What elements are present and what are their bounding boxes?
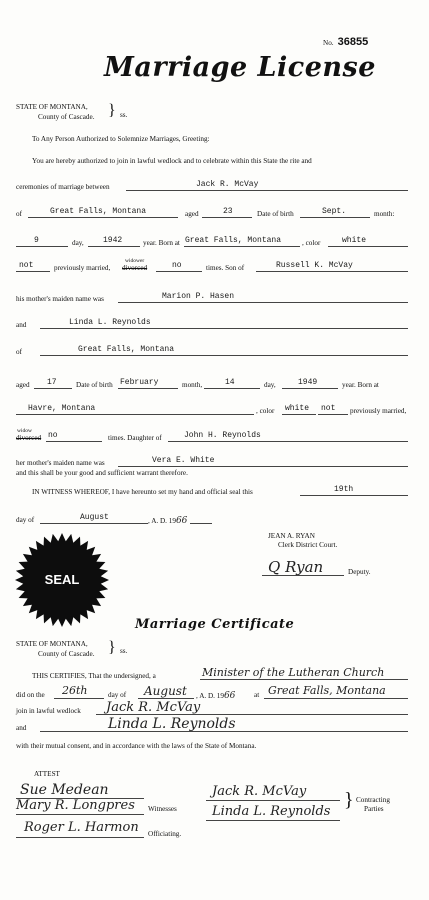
cert-bride: Linda L. Reynolds xyxy=(108,716,236,732)
deputy-signature: Q Ryan xyxy=(268,558,324,576)
license-state: STATE OF MONTANA, xyxy=(16,103,88,111)
bride-residence-line xyxy=(40,355,408,356)
cert-day-line xyxy=(54,698,104,699)
bride-residence: Great Falls, Montana xyxy=(78,345,175,354)
bride-age-line xyxy=(34,388,72,389)
of-label: of xyxy=(16,210,22,218)
bride-birth-day-line xyxy=(204,388,260,389)
color-label: , color xyxy=(302,239,321,247)
groom-residence-line xyxy=(28,217,178,218)
officiant-title-line xyxy=(200,679,408,680)
clerk-name: JEAN A. RYAN xyxy=(268,532,315,540)
witness2-line xyxy=(16,814,144,815)
did-on-label: did on the xyxy=(16,691,45,699)
year-born-label: year. Born at xyxy=(143,239,180,247)
officiant-title: Minister of the Lutheran Church xyxy=(202,666,385,679)
groom-color-line xyxy=(328,246,408,247)
groom-age: 23 xyxy=(223,207,233,216)
groom-color: white xyxy=(342,236,367,245)
cert-certifies: THIS CERTIFIES, That the undersigned, a xyxy=(32,672,156,680)
deputy-line xyxy=(262,575,344,576)
widower-label: widower xyxy=(125,258,145,264)
groom-birth-year-line xyxy=(88,246,140,247)
bride-mother: Vera E. White xyxy=(152,456,215,465)
witness2-signature: Mary R. Longpres xyxy=(16,798,135,813)
and-label: and xyxy=(16,321,27,329)
seal-month: August xyxy=(80,513,109,522)
groom-father-line xyxy=(256,271,408,272)
bride-father-line xyxy=(168,441,408,442)
license-greeting: To Any Person Authorized to Solemnize Marriages, Greeting: xyxy=(32,135,210,143)
bride-month-label: month, xyxy=(182,381,203,389)
cert-state: STATE OF MONTANA, xyxy=(16,640,88,648)
seal-year-line xyxy=(190,523,212,524)
license-ss: ss. xyxy=(120,111,128,119)
officiating-label: Officiating. xyxy=(148,830,182,838)
bride-age: 17 xyxy=(47,378,57,387)
bride-name-line xyxy=(40,328,408,329)
bride-birth-year: 1949 xyxy=(298,378,318,387)
cert-and-label: and xyxy=(16,724,27,732)
cert-ad-prefix: , A. D. 19 xyxy=(196,692,224,700)
warrant-text: and this shall be your good and sufficient warrant therefore. xyxy=(16,469,188,477)
seal-day-line xyxy=(300,495,408,496)
join-label: join in lawful wedlock xyxy=(16,707,81,715)
seal-month-line xyxy=(40,523,148,524)
seal-day: 19th xyxy=(334,485,354,494)
groom-birthplace-line xyxy=(184,246,300,247)
groom-birth-month-line xyxy=(300,217,370,218)
clerk-title: Clerk District Court. xyxy=(278,541,338,549)
groom-birth-day-line xyxy=(16,246,68,247)
bride-birth-day: 14 xyxy=(225,378,235,387)
bride-birth-month: February xyxy=(120,378,159,387)
groom-father: Russell K. McVay xyxy=(276,261,353,270)
seal-icon xyxy=(14,532,110,628)
parties-label: Parties xyxy=(364,805,384,813)
ceremonies-label: ceremonies of marriage between xyxy=(16,183,110,191)
bride-name: Linda L. Reynolds xyxy=(69,318,151,327)
cert-ss: ss. xyxy=(120,647,128,655)
groom-name-line xyxy=(126,190,408,191)
groom-mother-line xyxy=(118,302,408,303)
cert-place-line xyxy=(264,698,408,699)
ad-label xyxy=(148,516,187,526)
license-line1: You are hereby authorized to join in lawful wedlock and to celebrate within this State the rite and xyxy=(32,157,312,165)
bride-widow: no xyxy=(48,431,58,440)
groom-name: Jack R. McVay xyxy=(196,180,259,189)
groom-widower: no xyxy=(172,261,182,270)
bride-of-label: of xyxy=(16,348,22,356)
cert-month-line xyxy=(138,698,194,699)
prev-married-label: previously married, xyxy=(54,264,111,272)
groom-birthplace: Great Falls, Montana xyxy=(185,236,282,245)
bride-prev-line xyxy=(318,414,348,415)
divorced-label: divorced xyxy=(122,264,148,272)
party2-line xyxy=(206,820,340,821)
bride-prev-married: not xyxy=(321,404,336,413)
bride-father: John H. Reynolds xyxy=(184,431,261,440)
bride-color: white xyxy=(285,404,310,413)
cert-year: 66 xyxy=(223,691,236,701)
her-mother-label: her mother's maiden name was xyxy=(16,459,105,467)
groom-mother: Marion P. Hasen xyxy=(162,292,235,301)
bride-birthplace-line xyxy=(16,414,254,415)
license-number-value: 36855 xyxy=(337,36,369,48)
ad-prefix: , A. D. 19 xyxy=(148,517,176,525)
witnesses-label: Witnesses xyxy=(148,805,177,813)
bride-color-label: , color xyxy=(256,407,275,415)
groom-prev-line xyxy=(16,271,50,272)
groom-birth-year: 1942 xyxy=(103,236,123,245)
bride-widow-line xyxy=(46,441,102,442)
officiant-line xyxy=(16,837,144,838)
witness1-signature: Sue Medean xyxy=(20,782,109,798)
officiant-signature: Roger L. Harmon xyxy=(24,820,139,835)
widow-label: widow xyxy=(17,428,32,434)
cert-county: County of Cascade. xyxy=(38,650,95,658)
cert-brace: } xyxy=(108,639,116,656)
license-brace: } xyxy=(108,102,116,119)
bride-aged-label: aged xyxy=(16,381,30,389)
groom-prev-married: not xyxy=(19,261,34,270)
bride-dob-label: Date of birth xyxy=(76,381,113,389)
seal-year: 66 xyxy=(175,516,188,526)
deputy-label: Deputy. xyxy=(348,568,371,576)
bride-mother-line xyxy=(118,466,408,467)
times-daughter-label: times. Daughter of xyxy=(108,434,162,442)
cert-day: 26th xyxy=(62,684,88,697)
bride-birth-month-line xyxy=(118,388,178,389)
cert-place: Great Falls, Montana xyxy=(268,684,386,697)
cert-at-label: at xyxy=(254,691,260,699)
attest-label: ATTEST xyxy=(34,770,60,778)
groom-residence: Great Falls, Montana xyxy=(50,207,147,216)
day-label: day, xyxy=(72,239,84,247)
party1-signature: Jack R. McVay xyxy=(212,784,307,799)
party1-line xyxy=(206,800,340,801)
aged-label: aged xyxy=(185,210,199,218)
cert-day-of-label: day of xyxy=(108,691,127,699)
month-label: month: xyxy=(374,210,395,218)
seal-text: SEAL xyxy=(44,572,80,587)
bride-day-label: day, xyxy=(264,381,276,389)
bride-color-line xyxy=(282,414,316,415)
groom-birth-day: 9 xyxy=(34,236,39,245)
parties-brace: } xyxy=(344,789,354,811)
license-county: County of Cascade. xyxy=(38,113,95,121)
consent-text: with their mutual consent, and in accordance with the laws of the State of Montana. xyxy=(16,742,257,750)
license-title: Marriage License xyxy=(104,52,376,83)
bride-birth-year-line xyxy=(282,388,338,389)
groom-widower-line xyxy=(156,271,202,272)
groom-birth-month: Sept. xyxy=(322,207,347,216)
bride-prev-label: previously married, xyxy=(350,407,407,415)
bride-divorced-label: divorced xyxy=(16,434,42,442)
contracting-label: Contracting xyxy=(356,796,390,804)
party2-signature: Linda L. Reynolds xyxy=(212,804,331,819)
certificate-title: Marriage Certificate xyxy=(135,617,295,632)
cert-ad xyxy=(196,691,235,701)
cert-groom: Jack R. McVay xyxy=(106,700,201,715)
dob-label: Date of birth xyxy=(257,210,294,218)
cert-month: August xyxy=(144,684,187,698)
license-number-prefix: No. xyxy=(323,39,334,47)
groom-age-line xyxy=(202,217,252,218)
witness-text: IN WITNESS WHEREOF, I have hereunto set my hand and official seal this xyxy=(32,488,253,496)
bride-year-born-label: year. Born at xyxy=(342,381,379,389)
license-number xyxy=(323,32,368,50)
mothers-maiden-label: his mother's maiden name was xyxy=(16,295,104,303)
times-son-label: times. Son of xyxy=(206,264,245,272)
bride-birthplace: Havre, Montana xyxy=(28,404,96,413)
day-of-label: day of xyxy=(16,516,35,524)
